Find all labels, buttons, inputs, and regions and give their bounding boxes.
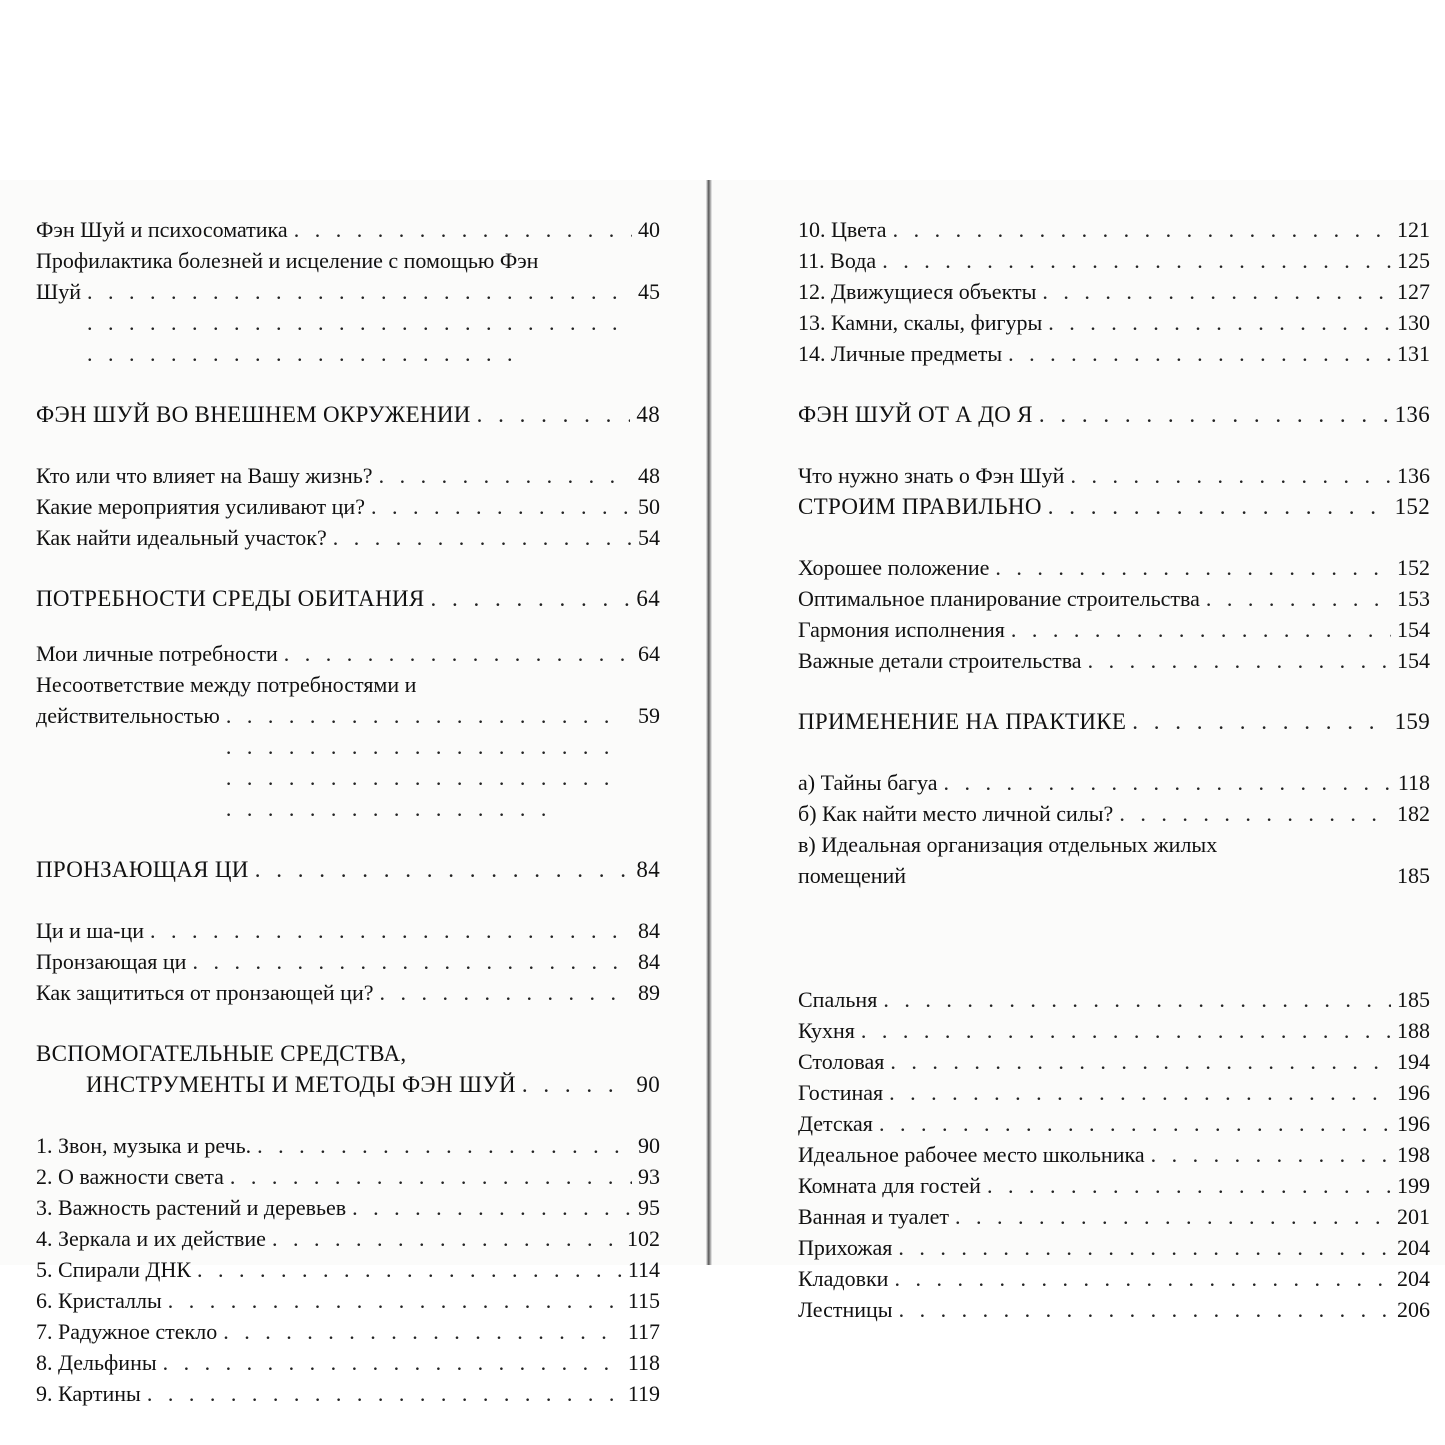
toc-entry: [36, 1347, 660, 1378]
toc-entry: [798, 245, 1430, 276]
toc-entry-page: 136: [1394, 402, 1430, 427]
toc-entry: [36, 214, 660, 245]
left-toc: [36, 214, 660, 1409]
toc-entry-page: 185: [1397, 987, 1430, 1012]
section-title: ФЭН ШУЙ ВО ВНЕШНЕМ ОКРУЖЕНИИ: [36, 402, 471, 427]
toc-entry-title: 4. Зеркала и их действие: [36, 1226, 266, 1251]
right-page: [712, 180, 1445, 1322]
toc-entry: [798, 552, 1430, 583]
toc-entry-title: Ци и ша-ци: [36, 918, 145, 943]
toc-entry-title: Профилактика болезней и исцеление с помощью Фэн: [36, 248, 539, 273]
right-toc: [798, 214, 1430, 1325]
left-page: [0, 180, 706, 1406]
toc-entry-page: 45: [638, 279, 660, 304]
toc-entry-page: 102: [627, 1226, 660, 1251]
toc-entry: [36, 946, 660, 977]
toc-entry-title: Комната для гостей: [798, 1173, 981, 1198]
toc-entry: [798, 1263, 1430, 1294]
toc-entry-page: 90: [638, 1133, 660, 1158]
toc-entry-title: Оптимальное планирование строительства: [798, 586, 1200, 611]
toc-entry-title: Кухня: [798, 1018, 855, 1043]
toc-entry-title: Идеальное рабочее место школьника: [798, 1142, 1145, 1167]
toc-entry-page: 40: [638, 217, 660, 242]
toc-entry-page: 152: [1394, 494, 1430, 519]
toc-entry: [798, 1294, 1430, 1325]
toc-entry: [798, 829, 1430, 984]
toc-entry: [36, 1254, 660, 1285]
toc-section-heading: [798, 491, 1430, 522]
toc-entry-title: 6. Кристаллы: [36, 1288, 162, 1313]
toc-entry-page: 95: [638, 1195, 660, 1220]
toc-entry: [36, 1378, 660, 1409]
toc-entry-page: 48: [638, 463, 660, 488]
toc-entry-title: Мои личные потребности: [36, 641, 278, 666]
toc-entry-title: а) Тайны багуа: [798, 770, 938, 795]
toc-entry-title: Что нужно знать о Фэн Шуй: [798, 463, 1065, 488]
toc-entry-title-cont: Шуй: [36, 279, 81, 304]
toc-entry: [798, 1232, 1430, 1263]
toc-entry-title-cont: действительностью: [36, 703, 220, 728]
toc-entry-title: 1. Звон, музыка и речь.: [36, 1133, 252, 1158]
toc-entry: [798, 1108, 1430, 1139]
toc-entry: [36, 491, 660, 522]
toc-entry-page: 182: [1397, 801, 1430, 826]
toc-entry: [798, 307, 1430, 338]
toc-entry: [798, 276, 1430, 307]
section-title: ПОТРЕБНОСТИ СРЕДЫ ОБИТАНИЯ: [36, 586, 425, 611]
toc-section-heading: [798, 706, 1430, 737]
toc-entry: [36, 460, 660, 491]
toc-entry: [36, 245, 660, 369]
toc-entry-title: Столовая: [798, 1049, 885, 1074]
toc-entry-title: 5. Спирали ДНК: [36, 1257, 191, 1282]
toc-entry-page: 154: [1397, 617, 1430, 642]
toc-entry: [798, 645, 1430, 676]
section-title: ВСПОМОГАТЕЛЬНЫЕ СРЕДСТВА,: [36, 1041, 407, 1066]
toc-entry-title: 9. Картины: [36, 1381, 141, 1406]
toc-entry: [798, 1077, 1430, 1108]
toc-entry-page: 84: [638, 918, 660, 943]
toc-section-heading: [36, 583, 660, 614]
toc-entry: [36, 1285, 660, 1316]
toc-entry-page: 114: [627, 1257, 660, 1282]
toc-entry: [36, 1130, 660, 1161]
section-title: ПРИМЕНЕНИЕ НА ПРАКТИКЕ: [798, 709, 1127, 734]
toc-entry-title: 8. Дельфины: [36, 1350, 157, 1375]
toc-entry: [798, 798, 1430, 829]
toc-section-heading: [36, 399, 660, 430]
toc-entry-title: 14. Личные предметы: [798, 341, 1003, 366]
toc-entry: [798, 214, 1430, 245]
toc-entry-title: Кладовки: [798, 1266, 889, 1291]
toc-entry-title: 10. Цвета: [798, 217, 887, 242]
toc-entry-title: Прихожая: [798, 1235, 893, 1260]
toc-entry-page: 115: [627, 1288, 660, 1313]
toc-entry-page: 117: [627, 1319, 660, 1344]
toc-entry-page: 118: [627, 1350, 660, 1375]
toc-entry-title: Фэн Шуй и психосоматика: [36, 217, 288, 242]
toc-entry-title: Как защититься от пронзающей ци?: [36, 980, 374, 1005]
toc-section-heading: [36, 854, 660, 885]
toc-entry-page: 131: [1397, 341, 1430, 366]
toc-entry-page: 204: [1397, 1235, 1430, 1260]
toc-entry-title: 2. О важности света: [36, 1164, 224, 1189]
toc-entry-page: 121: [1397, 217, 1430, 242]
toc-entry: [798, 1201, 1430, 1232]
toc-entry: [798, 614, 1430, 645]
toc-entry-page: 196: [1397, 1111, 1430, 1136]
toc-entry-page: 59: [638, 703, 660, 728]
toc-entry-title: Несоответствие между потребностями и: [36, 672, 417, 697]
toc-entry: [36, 522, 660, 553]
toc-entry-page: 50: [638, 494, 660, 519]
toc-entry-page: 204: [1397, 1266, 1430, 1291]
toc-entry-page: 54: [638, 525, 660, 550]
toc-entry: [36, 1161, 660, 1192]
toc-entry: [36, 977, 660, 1008]
toc-entry: [36, 1316, 660, 1347]
toc-section-heading-cont: [36, 1069, 660, 1100]
toc-entry-page: 201: [1397, 1204, 1430, 1229]
toc-entry-title: Гостиная: [798, 1080, 884, 1105]
toc-entry: [36, 1223, 660, 1254]
toc-entry: [798, 460, 1430, 491]
toc-entry: [36, 638, 660, 669]
toc-entry-page: 125: [1397, 248, 1430, 273]
toc-entry-title: Важные детали строительства: [798, 648, 1082, 673]
toc-entry: [798, 1046, 1430, 1077]
toc-entry-title: 11. Вода: [798, 248, 877, 273]
toc-entry-title: Кто или что влияет на Вашу жизнь?: [36, 463, 373, 488]
toc-entry-page: 64: [638, 641, 660, 666]
toc-entry-title: Ванная и туалет: [798, 1204, 949, 1229]
toc-entry-page: 93: [638, 1164, 660, 1189]
toc-section-heading: [798, 399, 1430, 430]
toc-entry: [36, 1192, 660, 1223]
toc-entry: [798, 1015, 1430, 1046]
toc-entry-title: Детская: [798, 1111, 873, 1136]
section-title-cont: ИНСТРУМЕНТЫ И МЕТОДЫ ФЭН ШУЙ: [86, 1072, 516, 1097]
toc-entry-title: Какие мероприятия усиливают ци?: [36, 494, 365, 519]
toc-entry-page: 119: [627, 1381, 660, 1406]
toc-entry: [798, 338, 1430, 369]
toc-entry-title: 12. Движущиеся объекты: [798, 279, 1037, 304]
toc-entry-page: 159: [1394, 709, 1430, 734]
toc-entry: [36, 915, 660, 946]
toc-entry-title: 3. Важность растений и деревьев: [36, 1195, 347, 1220]
toc-entry-title: в) Идеальная организация отдельных жилых: [798, 832, 1218, 857]
toc-entry-page: 194: [1397, 1049, 1430, 1074]
toc-entry-page: 206: [1397, 1297, 1430, 1322]
section-title: ПРОНЗАЮЩАЯ ЦИ: [36, 857, 249, 882]
toc-entry-page: 185: [1397, 863, 1430, 888]
toc-entry-page: 127: [1397, 279, 1430, 304]
toc-entry-page: 84: [636, 857, 660, 882]
toc-entry-page: 152: [1397, 555, 1430, 580]
toc-entry: [798, 767, 1430, 798]
toc-entry-page: 196: [1397, 1080, 1430, 1105]
toc-entry-title: Как найти идеальный участок?: [36, 525, 327, 550]
toc-entry-page: 89: [638, 980, 660, 1005]
toc-section-heading: [36, 1038, 660, 1069]
toc-entry: [798, 1139, 1430, 1170]
toc-entry-title: 13. Камни, скалы, фигуры: [798, 310, 1043, 335]
toc-entry: [798, 583, 1430, 614]
toc-entry-page: 199: [1397, 1173, 1430, 1198]
toc-entry-page: 136: [1397, 463, 1430, 488]
toc-entry: [798, 984, 1430, 1015]
toc-entry-title: 7. Радужное стекло: [36, 1319, 218, 1344]
toc-entry-page: 198: [1397, 1142, 1430, 1167]
toc-entry: [798, 1170, 1430, 1201]
toc-entry-page: 118: [1397, 770, 1430, 795]
toc-entry-title-cont: помещений: [798, 863, 907, 888]
toc-entry-page: 48: [636, 402, 660, 427]
section-title: ФЭН ШУЙ ОТ А ДО Я: [798, 402, 1033, 427]
toc-entry-page: 188: [1397, 1018, 1430, 1043]
toc-entry-title: Лестницы: [798, 1297, 893, 1322]
toc-entry-page: 64: [636, 586, 660, 611]
toc-entry-title: Хорошее положение: [798, 555, 990, 580]
toc-entry-page: 153: [1397, 586, 1430, 611]
toc-entry: [36, 669, 660, 824]
toc-entry-title: Спальня: [798, 987, 878, 1012]
toc-entry-title: б) Как найти место личной силы?: [798, 801, 1114, 826]
toc-entry-page: 130: [1397, 310, 1430, 335]
toc-entry-page: 154: [1397, 648, 1430, 673]
toc-entry-title: Пронзающая ци: [36, 949, 187, 974]
toc-entry-page: 90: [636, 1072, 660, 1097]
toc-entry-page: 84: [638, 949, 660, 974]
toc-entry-title: Гармония исполнения: [798, 617, 1005, 642]
section-title: СТРОИМ ПРАВИЛЬНО: [798, 494, 1042, 519]
